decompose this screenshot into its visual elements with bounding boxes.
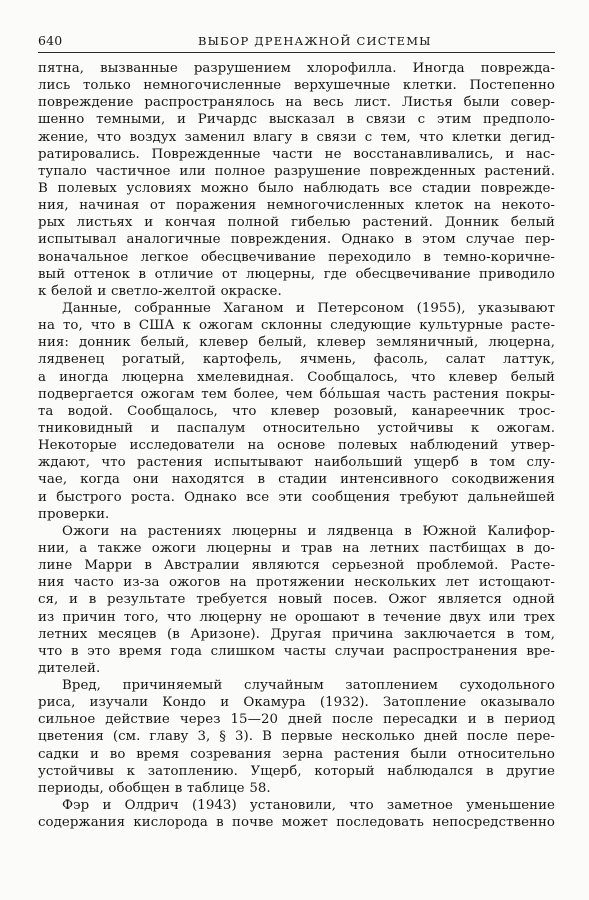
page-number: 640 (38, 33, 63, 48)
text-line: что в это время года слишком часты случаи распространения вре- (38, 643, 555, 659)
text-line: воначальное легкое обесцвечивание переходило в темно-коричне- (38, 249, 555, 265)
running-title: ВЫБОР ДРЕНАЖНОЙ СИСТЕМЫ (198, 34, 432, 48)
text-line: ратировались. Поврежденные части не восстанавливались, и нас- (38, 146, 555, 162)
text-line: Вред, причиняемый случайным затоплением суходольного (62, 678, 555, 694)
text-line: проверки. (38, 506, 110, 522)
text-line: летних месяцев (в Аризоне). Другая причина заключается в том, (38, 626, 555, 642)
text-line: Ожоги на растениях люцерны и лядвенца в Южной Калифор- (62, 523, 555, 539)
text-line: периоды, обобщен в таблице 58. (38, 780, 271, 796)
text-line: ния часто из-за ожогов на протяжении нескольких лет истощают- (38, 575, 555, 591)
text-line: цветения (см. главу 3, § 3). В первые несколько дней после пере- (38, 729, 555, 745)
text-line: Некоторые исследователи на основе полевых наблюдений утвер- (38, 438, 555, 454)
text-line: шенно темными, и Ричардс высказал в связи с этим предполо- (38, 112, 555, 128)
text-line: испытывал аналогичные повреждения. Однако в этом случае пер- (38, 232, 555, 248)
text-line: ния: донник белый, клевер белый, клевер земляничный, люцерна, (38, 335, 555, 351)
text-line: жение, что воздух заменил влагу в связи с тем, что клетки дегид- (38, 129, 555, 145)
text-line: Фэр и Олдрич (1943) установили, что заметное уменьшение (62, 798, 555, 814)
text-line: вый оттенок в отличие от люцерны, где обесцвечивание приводило (38, 266, 555, 282)
body-text (38, 60, 555, 831)
page-header (38, 32, 555, 53)
text-line: к белой и светло-желтой окраске. (38, 283, 282, 299)
text-line: та водой. Сообщалось, что клевер розовый, канареечник трос- (38, 403, 555, 419)
text-line: содержания кислорода в почве может последовать непосредственно (38, 815, 555, 831)
text-line: и быстрого роста. Однако все эти сообщения требуют дальнейшей (38, 489, 555, 505)
text-line: подвергается ожогам тем более, чем бóльшая часть растения покры- (38, 386, 555, 402)
text-line: пятна, вызванные разрушением хлорофилла. Иногда поврежда- (38, 61, 555, 76)
text-line: рых листьях и кончая полной гибелью растений. Донник белый (38, 215, 555, 231)
text-line: лядвенец рогатый, картофель, ячмень, фасоль, салат латтук, (38, 352, 555, 368)
text-line: риса, изучали Кондо и Окамура (1932). Затопление оказывало (38, 695, 555, 711)
text-line: ся, и в результате требуется новый посев. Ожог является одной (38, 592, 555, 608)
text-line: ния, начиная от поражения немногочисленных клеток на некото- (38, 198, 555, 214)
text-line: на то, что в США к ожогам склонны следующие культурные расте- (38, 318, 555, 334)
text-line: повреждение распространялось на весь лист. Листья были совер- (38, 95, 555, 111)
text-line: чае, когда они находятся в стадии интенсивного сокодвижения (38, 472, 555, 488)
text-line: а иногда люцерна хмелевидная. Сообщалось, что клевер белый (38, 369, 555, 385)
text-line: нии, а также ожоги люцерны и трав на летних пастбищах в до- (38, 540, 555, 556)
text-line: сильное действие через 15—20 дней после пересадки и в период (38, 712, 555, 728)
text-line: лись только немногочисленные верхушечные клетки. Постепенно (38, 78, 555, 94)
text-line: В полевых условиях можно было наблюдать все стадии поврежде- (38, 180, 555, 196)
text-line: тупало частичное или полное разрушение поврежденных растений. (38, 163, 555, 179)
text-line: садки и во время созревания зерна растения были относительно (38, 746, 555, 762)
text-line: устойчивы к затоплению. Ущерб, который наблюдался в другие (38, 763, 555, 779)
text-line: лине Марри в Австралии являются серьезной проблемой. Расте- (38, 558, 555, 574)
text-line: тниковидный и паспалум относительно устойчивы к ожогам. (38, 420, 555, 436)
text-line: дителей. (38, 660, 101, 676)
text-line: из причин того, что люцерну не орошают в течение двух или трех (38, 609, 555, 625)
text-line: ждают, что растения испытывают наибольший ущерб в том слу- (38, 455, 555, 471)
text-line: Данные, собранные Хаганом и Петерсоном (1955), указывают (62, 300, 555, 316)
